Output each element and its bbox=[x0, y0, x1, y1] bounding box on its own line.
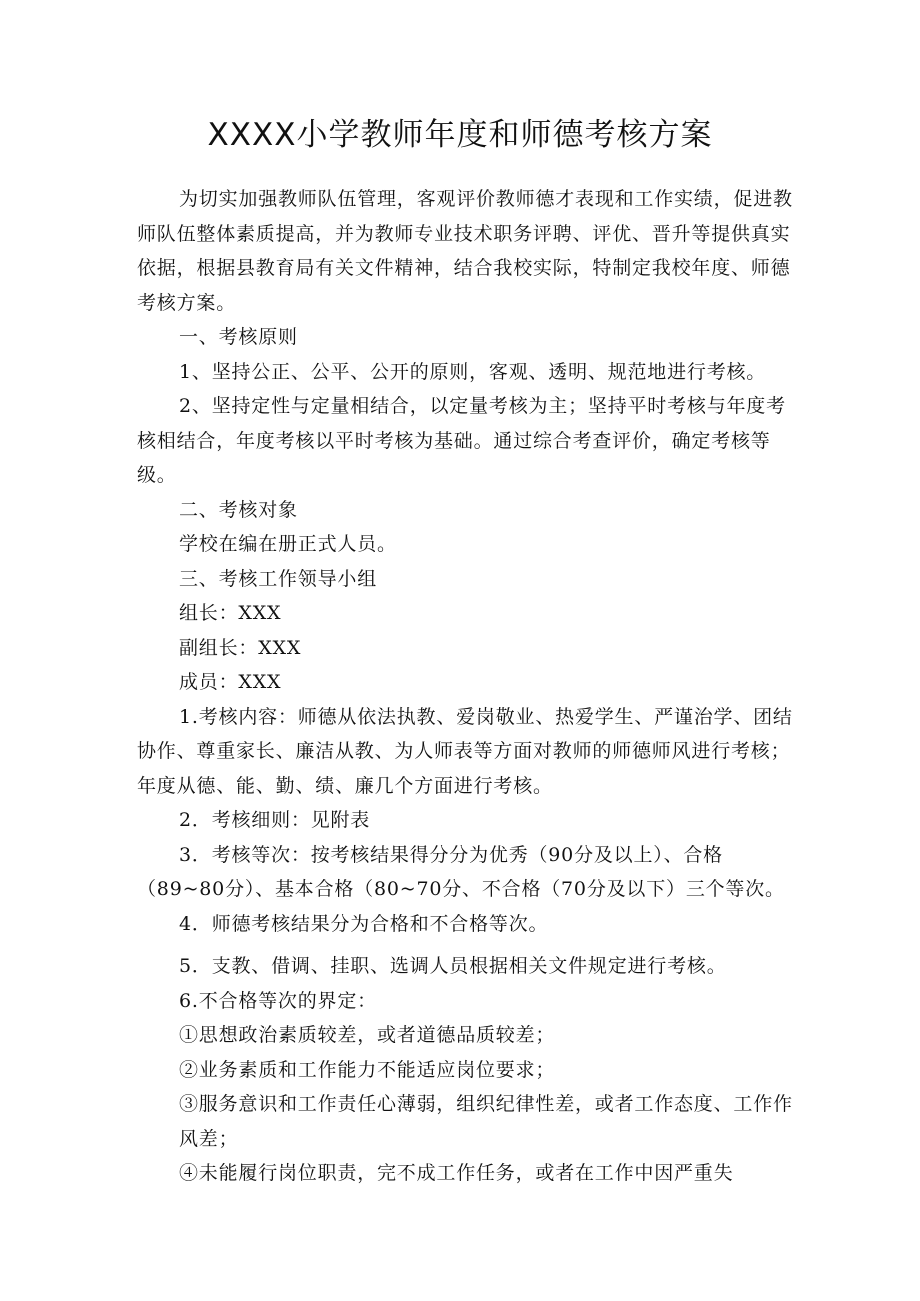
ethics-result-item: 4．师德考核结果分为合格和不合格等次。 bbox=[179, 912, 549, 935]
targets-paragraph: 学校在编在册正式人员。 bbox=[179, 533, 397, 555]
leader-line: 组长：XXX bbox=[179, 602, 282, 624]
assessment-content-item: 1.考核内容：师德从依法执教、爱岗敬业、热爱学生、严谨治学、团结协作、尊重家长、廉洁从教、为人师表等方面对教师的师德师风进行考核；年度从德、能、勤、绩、廉几个方面进行考核。 bbox=[137, 705, 793, 797]
document-title: XXXX小学教师年度和师德考核方案 bbox=[207, 117, 713, 153]
members-line: 成员：XXX bbox=[179, 671, 282, 693]
principle-item-1: 1、坚持公正、公平、公开的原则，客观、透明、规范地进行考核。 bbox=[179, 360, 767, 383]
unqualified-definition-item: 6.不合格等次的界定： bbox=[179, 989, 377, 1012]
principle-item-2: 2、坚持定性与定量相结合，以定量考核为主；坚持平时考核与年度考核相结合，年度考核以平时考核为基础。通过综合考查评价，确定考核等级。 bbox=[137, 395, 786, 486]
criterion-2: ②业务素质和工作能力不能适应岗位要求； bbox=[179, 1058, 556, 1081]
deputy-leader-line: 副组长：XXX bbox=[179, 636, 302, 659]
criterion-3: ③服务意识和工作责任心薄弱，组织纪律性差，或者工作态度、工作作风差； bbox=[179, 1093, 793, 1150]
section-heading-targets: 二、考核对象 bbox=[179, 498, 298, 521]
section-heading-principles: 一、考核原则 bbox=[179, 326, 298, 348]
section-heading-leadership: 三、考核工作领导小组 bbox=[179, 567, 378, 590]
assessment-rules-item: 2．考核细则：见附表 bbox=[179, 809, 371, 831]
assessment-grades-item: 3．考核等次：按考核结果得分分为优秀（90分及以上）、合格（89~80分）、基本合格（80~70分、不合格（70分及以下）三个等次。 bbox=[137, 843, 785, 900]
criterion-1: ①思想政治素质较差，或者道德品质较差； bbox=[179, 1024, 556, 1046]
intro-paragraph: 为切实加强教师队伍管理，客观评价教师德才表现和工作实绩，促进教师队伍整体素质提高，并为教师专业技术职务评聘、评优、晋升等提供真实依据，根据县教育局有关文件精神，结合我校实际，特制定我校年度、师德考核方案。 bbox=[137, 188, 793, 314]
criterion-4: ④未能履行岗位职责，完不成工作任务，或者在工作中因严重失 bbox=[179, 1162, 734, 1184]
document-body bbox=[137, 182, 797, 1191]
seconded-staff-item: 5．支教、借调、挂职、选调人员根据相关文件规定进行考核。 bbox=[179, 955, 727, 977]
